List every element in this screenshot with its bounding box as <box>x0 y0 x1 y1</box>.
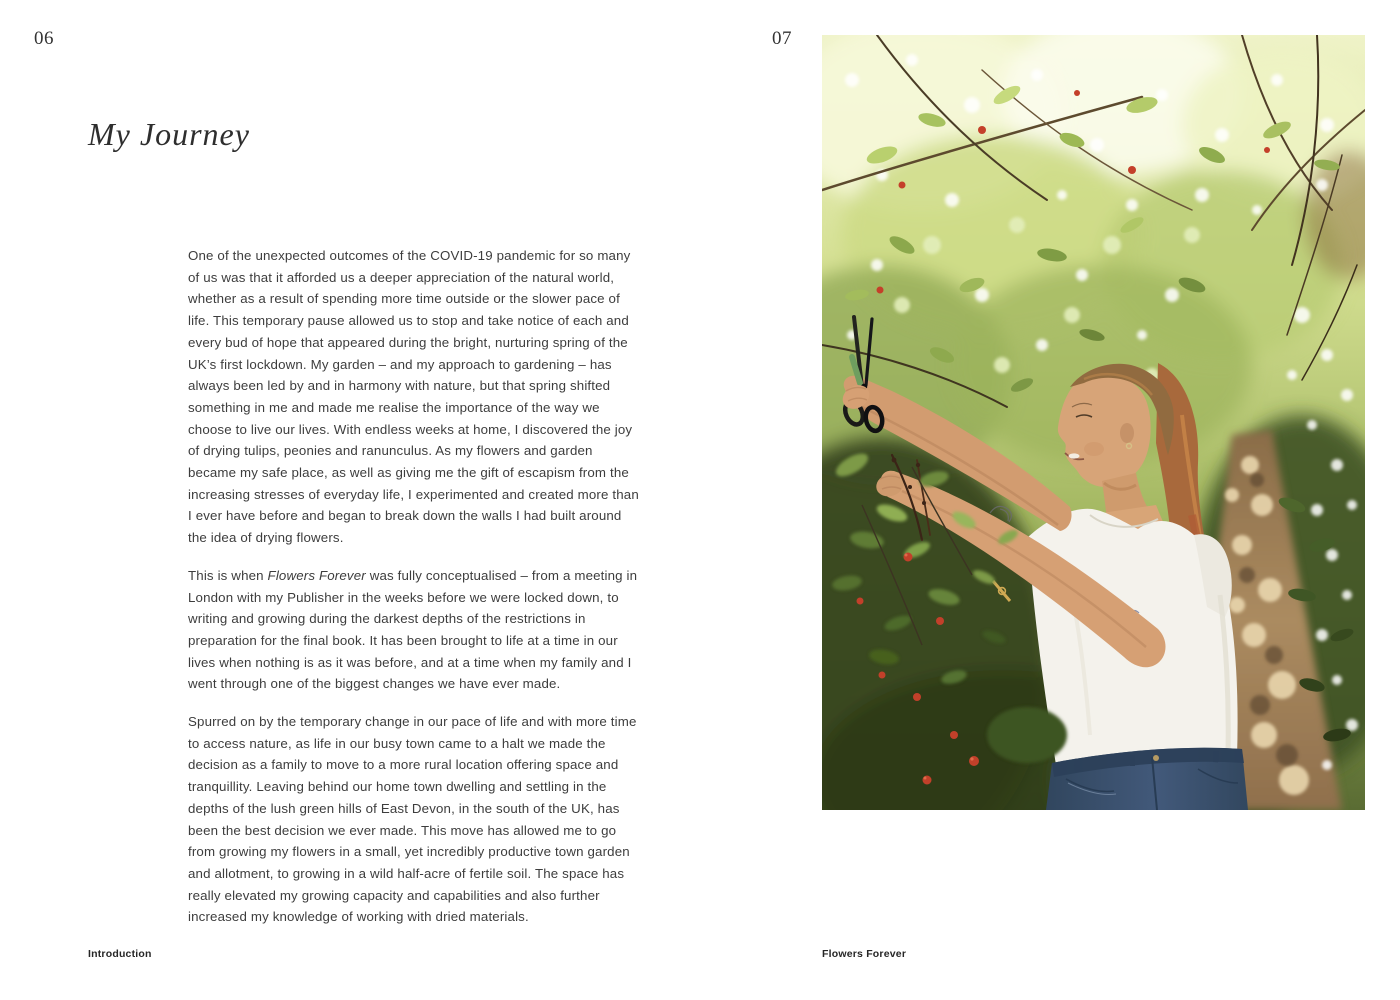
page-number-left: 06 <box>34 28 54 49</box>
photo-illustration <box>822 35 1365 810</box>
footer-section-label: Introduction <box>88 948 152 960</box>
book-title-reference: Flowers Forever <box>267 567 366 583</box>
paragraph-2-rest: was fully conceptualised – from a meeting in London with my Publisher in the weeks before we were locked down, to writing and growing during the darkest depths of the restrictions in preparation for the final book. It has been brought to life at a time in our lives when nothing is as it was before, and at a time when my family and I went through one of the biggest changes we have ever made. <box>188 567 638 692</box>
body-text-column <box>188 245 644 928</box>
paragraph-2-lead: This is when <box>188 567 268 583</box>
photo-woman-pruning <box>822 35 1365 810</box>
paragraph-2 <box>188 565 644 695</box>
paragraph-1: One of the unexpected outcomes of the COVID-19 pandemic for so many of us was that it afforded us a deeper appreciation of the natural world, whether as a result of spending more time outside or the slower pace of life. This temporary pause allowed us to stop and take notice of each and every bud of hope that appeared during the bright, nurturing spring of the UK’s first lockdown. My garden – and my approach to gardening – has always been led by and in harmony with nature, but that spring shifted something in me and made me realise the importance of the way we choose to live our lives. With endless weeks at home, I discovered the joy of drying tulips, peonies and ranunculus. As my flowers and garden became my safe place, as well as giving me the gift of escapism from the increasing stresses of everyday life, I experimented and created more than I ever have before and began to break down the walls I had built around the idea of drying flowers. <box>188 248 639 546</box>
page-number-right: 07 <box>772 28 792 49</box>
paragraph-3: Spurred on by the temporary change in our pace of life and with more time to access nature, as life in our busy town came to a halt we made the decision as a family to move to a more rural location offering space and tranquillity. Leaving behind our home town dwelling and settling in the depths of the lush green hills of East Devon, in the south of the UK, has been the best decision we ever made. This move has allowed me to go from growing my flowers in a small, yet incredibly productive town garden and allotment, to growing in a wild half-acre of fertile soil. The space has really elevated my growing capacity and capabilities and also further increased my knowledge of working with dried materials. <box>188 714 637 925</box>
chapter-title: My Journey <box>88 116 250 152</box>
footer-book-title: Flowers Forever <box>822 948 907 960</box>
